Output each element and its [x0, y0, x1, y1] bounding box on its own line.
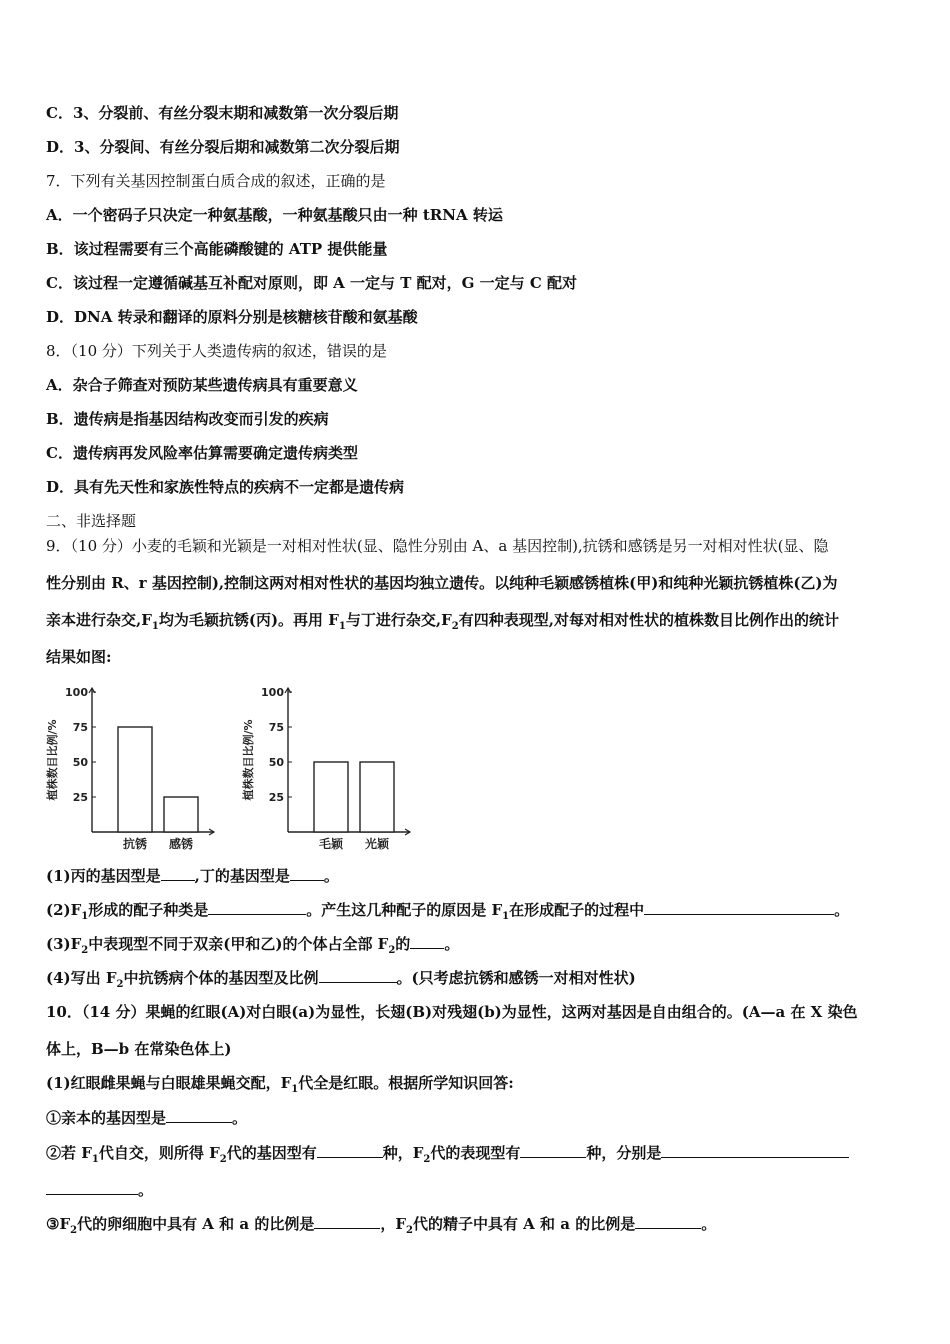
bar — [164, 797, 198, 832]
answer-blank[interactable] — [410, 934, 444, 949]
y-axis-label: 植株数目比例/% — [46, 719, 59, 801]
q9-stem-text1: 9．（10 分）小麦的毛颖和光颖是一对相对性状(显、隐性分别由 A、a 基因控制),抗锈和感锈是另一对相对性状(显、隐 — [46, 537, 829, 555]
answer-blank[interactable] — [644, 900, 834, 915]
q6-option-c: C．3、分裂前、有丝分裂末期和减数第一次分裂后期 — [46, 104, 399, 122]
subscript: 2 — [423, 1154, 431, 1165]
y-tick-label: 75 — [72, 721, 88, 734]
q9-sub3-text: 。 — [444, 935, 460, 953]
subscript: 1 — [151, 621, 159, 632]
x-tick-label: 抗锈 — [122, 837, 148, 851]
q10-stem-line1 — [46, 1002, 858, 1022]
bar-chart-rust-resistance — [44, 676, 224, 858]
q9-sub2 — [46, 900, 849, 927]
section-heading: 二、非选择题 — [46, 512, 137, 530]
q10-sub1-text: 代全是红眼。根据所学知识回答: — [298, 1074, 514, 1092]
subscript: 1 — [81, 911, 89, 922]
q9-sub4-text: (4)写出 F — [46, 969, 117, 987]
q10-sub1-text: (1)红眼雌果蝇与白眼雄果蝇交配，F — [46, 1074, 292, 1092]
q7-option-d: D．DNA 转录和翻译的原料分别是核糖核苷酸和氨基酸 — [46, 308, 418, 326]
q9-stem-line4: 结果如图: — [46, 648, 112, 666]
q7-option-b: B．该过程需要有三个高能磷酸键的 ATP 提供能量 — [46, 240, 388, 258]
answer-blank[interactable] — [161, 866, 195, 881]
subscript: 2 — [451, 621, 459, 632]
answer-blank[interactable] — [314, 1214, 380, 1229]
answer-blank[interactable] — [661, 1143, 849, 1158]
answer-blank[interactable] — [290, 866, 324, 881]
y-tick-label: 75 — [268, 721, 284, 734]
bar — [118, 727, 152, 832]
q10-item3-text: 代的精子中具有 A 和 a 的比例是 — [412, 1215, 636, 1233]
x-tick-label: 感锈 — [168, 837, 194, 851]
q10-item2-text: 代的表现型有 — [430, 1144, 521, 1162]
q9-sub1-text: (1)丙的基因型是 — [46, 867, 161, 885]
y-tick-label: 50 — [268, 756, 284, 769]
q7-option-a: A．一个密码子只决定一种氨基酸，一种氨基酸只由一种 tRNA 转运 — [46, 206, 503, 224]
q7-option-c: C．该过程一定遵循碱基互补配对原则，即 A 一定与 T 配对，G 一定与 C 配对 — [46, 274, 578, 292]
q9-text: 均为毛颖抗锈(丙)。再用 F — [158, 611, 339, 629]
subscript: 1 — [502, 911, 510, 922]
q7-stem: 7．下列有关基因控制蛋白质合成的叙述，正确的是 — [46, 172, 386, 190]
subscript: 2 — [388, 945, 396, 956]
bar — [314, 762, 348, 832]
q9-sub4-text: 中抗锈病个体的基因型及比例 — [123, 969, 319, 987]
q10-item2 — [46, 1143, 849, 1170]
q10-item1-text: 。 — [232, 1109, 248, 1127]
subscript: 2 — [219, 1154, 227, 1165]
q9-stem-line1 — [46, 536, 829, 556]
x-tick-label: 光颖 — [364, 837, 390, 851]
answer-blank[interactable] — [319, 968, 397, 983]
y-tick-label: 50 — [72, 756, 88, 769]
q10-item3-text: ，F — [380, 1215, 406, 1233]
q10-item2-text: ②若 F — [46, 1144, 92, 1162]
q9-sub3-text: 的 — [395, 935, 411, 953]
q9-sub2-text: 。产生这几种配子的原因是 F — [306, 901, 503, 919]
subscript: 1 — [338, 621, 346, 632]
subscript: 2 — [70, 1225, 78, 1236]
q10-item2-text: 种，分别是 — [586, 1144, 662, 1162]
q10-stem-line2: 体上，B—b 在常染色体上) — [46, 1040, 232, 1058]
y-axis-label: 植株数目比例/% — [242, 719, 255, 801]
q8-stem: 8．（10 分）下列关于人类遗传病的叙述，错误的是 — [46, 342, 387, 360]
q9-sub3-text: (3)F — [46, 935, 82, 953]
q10-item3-text: 。 — [701, 1215, 717, 1233]
y-tick-label: 100 — [65, 686, 88, 699]
subscript: 2 — [116, 979, 124, 990]
y-tick-label: 25 — [268, 791, 284, 804]
q10-stem-text: 10．（14 分）果蝇的红眼(A)对白眼(a)为显性，长翅(B)对残翅(b)为显性，这两对基因是自由组合的。(A—a 在 X 染色 — [46, 1003, 858, 1021]
q10-item2-text: 代自交，则所得 F — [98, 1144, 220, 1162]
q9-sub2-text: 形成的配子种类是 — [88, 901, 209, 919]
subscript: 2 — [405, 1225, 413, 1236]
q9-sub4-text: 。(只考虑抗锈和感锈一对相对性状) — [396, 969, 636, 987]
q9-text: 与丁进行杂交,F — [345, 611, 452, 629]
q9-sub2-text: 在形成配子的过程中 — [509, 901, 645, 919]
q8-option-b: B．遗传病是指基因结构改变而引发的疾病 — [46, 410, 329, 428]
q10-item3-text: 代的卵细胞中具有 A 和 a 的比例是 — [77, 1215, 315, 1233]
q10-item2-text: 。 — [138, 1181, 154, 1199]
subscript: 1 — [291, 1084, 299, 1095]
q10-item3-text: ③F — [46, 1215, 71, 1233]
q8-option-d: D．具有先天性和家族性特点的疾病不一定都是遗传病 — [46, 478, 405, 496]
q9-sub1 — [46, 866, 339, 886]
answer-blank[interactable] — [520, 1143, 586, 1158]
y-tick-label: 25 — [72, 791, 88, 804]
answer-blank[interactable] — [46, 1180, 138, 1195]
q10-item1-text: ①亲本的基因型是 — [46, 1109, 167, 1127]
subscript: 1 — [91, 1154, 99, 1165]
q10-item2-cont — [46, 1180, 153, 1200]
q6-option-d: D．3、分裂间、有丝分裂后期和减数第二次分裂后期 — [46, 138, 400, 156]
q10-item2-text: 代的基因型有 — [226, 1144, 317, 1162]
q10-item2-text: 种，F — [382, 1144, 424, 1162]
answer-blank[interactable] — [635, 1214, 701, 1229]
x-tick-label: 毛颖 — [318, 837, 344, 851]
q10-item3 — [46, 1214, 716, 1241]
q9-sub1-text: ,丁的基因型是 — [194, 867, 290, 885]
y-tick-label: 100 — [261, 686, 284, 699]
bar-chart-glume-type — [240, 676, 420, 858]
q9-sub4 — [46, 968, 636, 995]
q9-sub3 — [46, 934, 459, 961]
q10-item1 — [46, 1108, 247, 1128]
subscript: 2 — [81, 945, 89, 956]
q10-sub1 — [46, 1073, 514, 1100]
q9-sub2-text: (2)F — [46, 901, 82, 919]
q8-option-a: A．杂合子筛查对预防某些遗传病具有重要意义 — [46, 376, 358, 394]
q8-option-c: C．遗传病再发风险率估算需要确定遗传病类型 — [46, 444, 358, 462]
q9-sub3-text: 中表现型不同于双亲(甲和乙)的个体占全部 F — [88, 935, 389, 953]
q9-text: 有四种表现型,对每对相对性状的植株数目比例作出的统计 — [458, 611, 839, 629]
q9-sub1-text: 。 — [323, 867, 339, 885]
q9-text: 亲本进行杂交,F — [46, 611, 152, 629]
answer-blank[interactable] — [166, 1108, 232, 1123]
q9-sub2-text: 。 — [834, 901, 850, 919]
q9-stem-line2: 性分别由 R、r 基因控制),控制这两对相对性状的基因均独立遗传。以纯种毛颖感锈植株(甲)和纯种光颖抗锈植株(乙)为 — [46, 574, 838, 592]
answer-blank[interactable] — [208, 900, 306, 915]
bar — [360, 762, 394, 832]
q9-stem-line3 — [46, 610, 839, 637]
answer-blank[interactable] — [317, 1143, 383, 1158]
